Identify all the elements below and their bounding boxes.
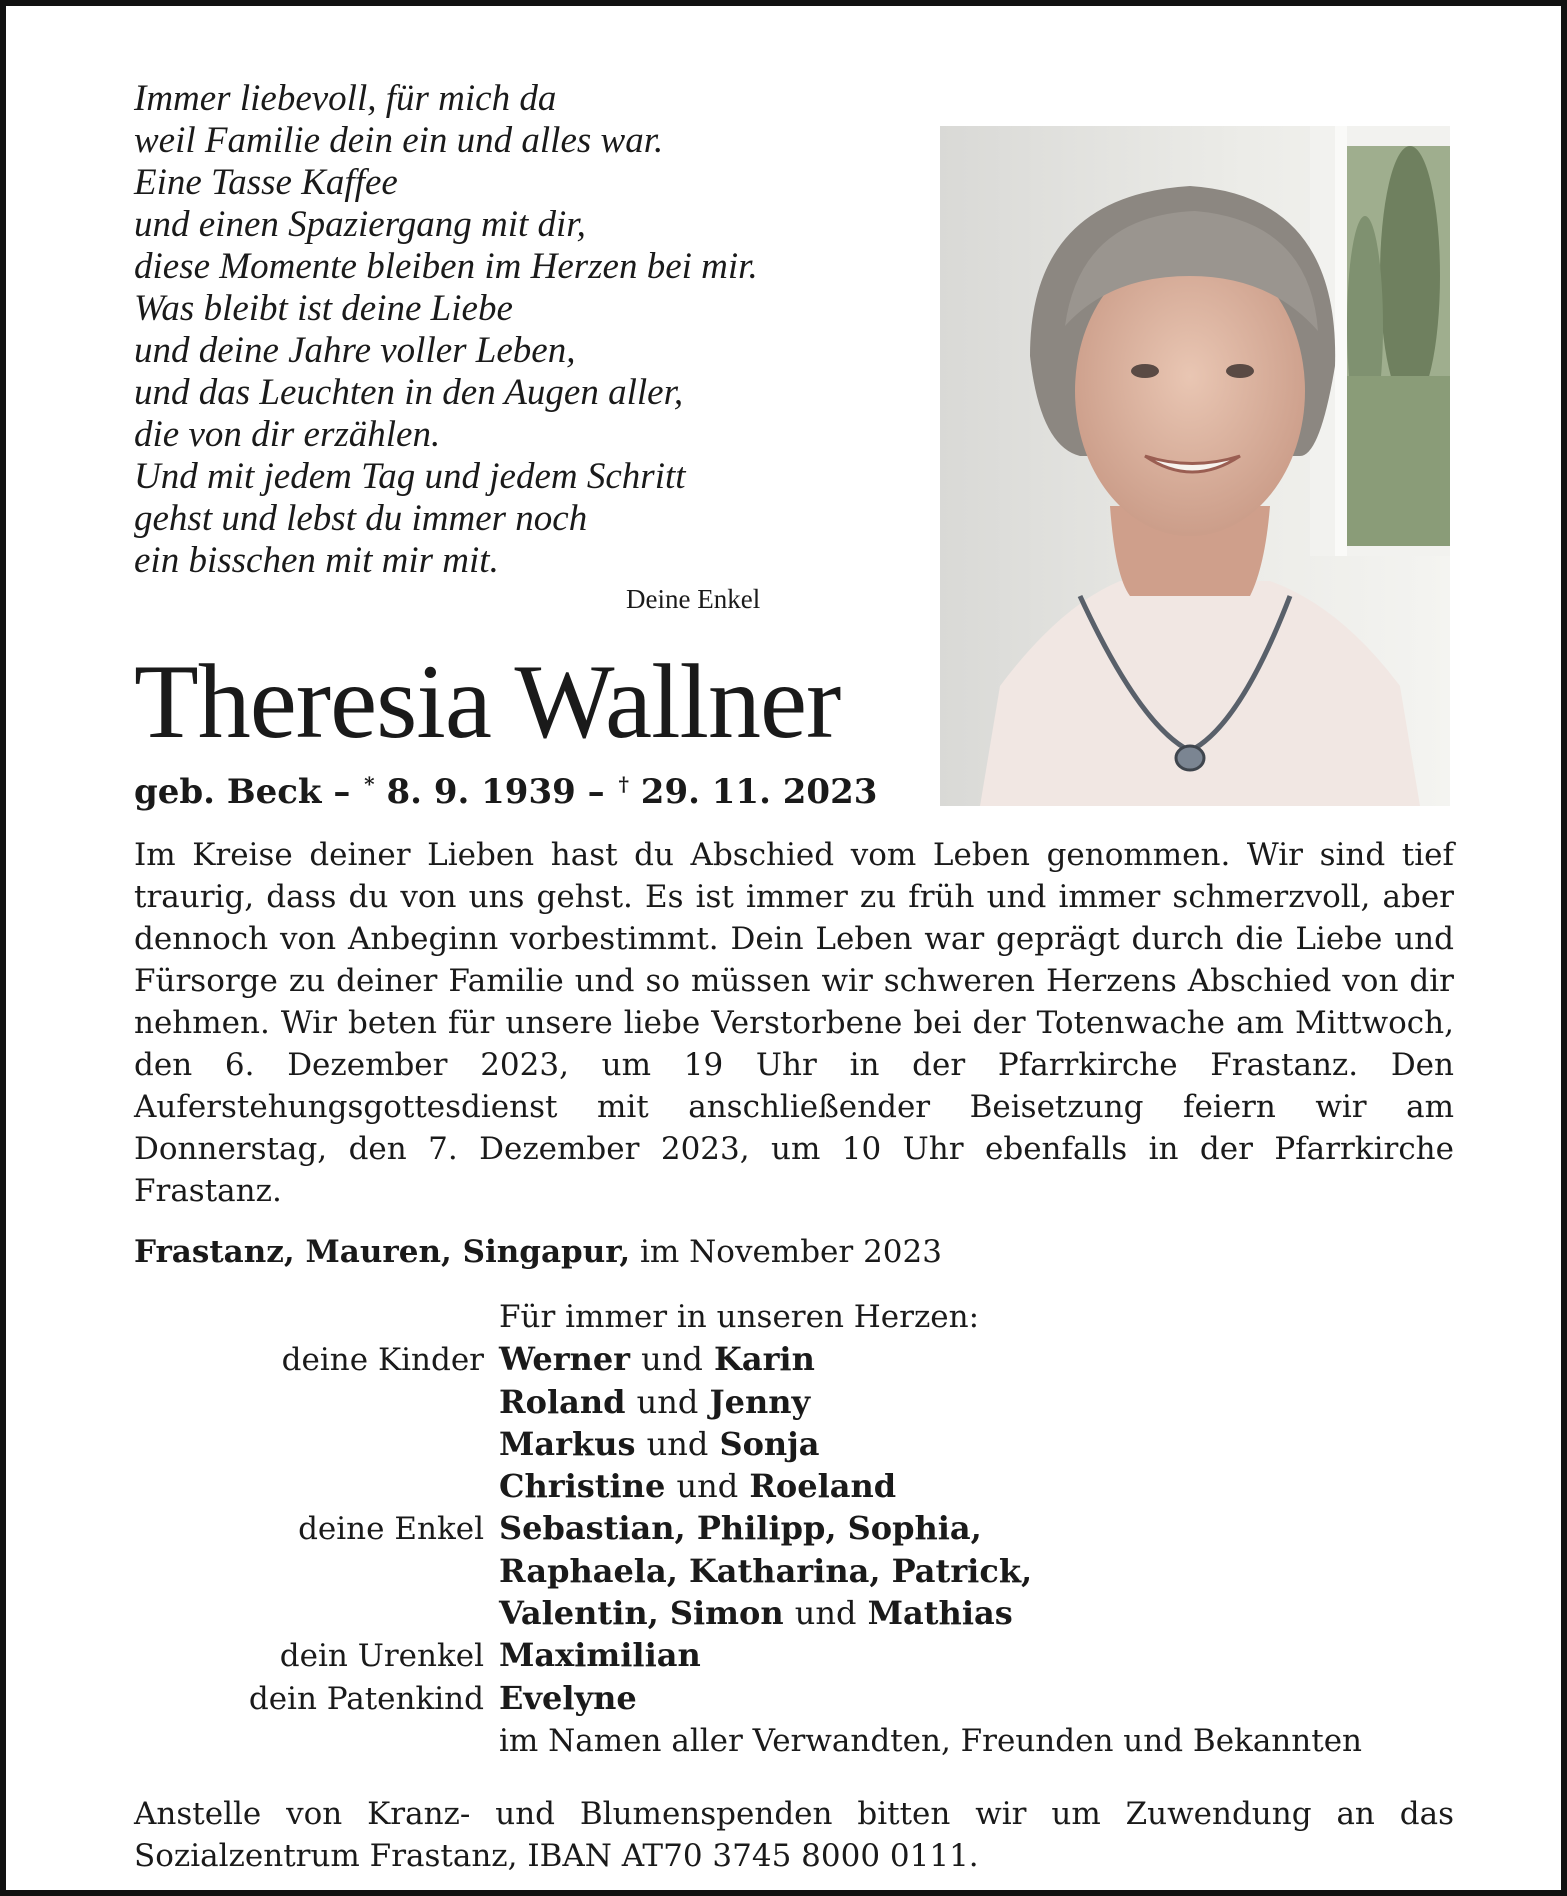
mourner-row xyxy=(134,1550,1454,1592)
mourner-names: Evelyne xyxy=(499,1679,637,1717)
mourners-footer: im Namen aller Verwandten, Freunden und Bekannten xyxy=(499,1723,1363,1759)
poem-line: und deine Jahre voller Leben, xyxy=(134,330,576,371)
relation-label: deine Enkel xyxy=(298,1511,484,1547)
death-date: 29. 11. 2023 xyxy=(640,772,878,812)
death-mark: † xyxy=(618,772,629,796)
poem-line: gehst und lebst du immer noch xyxy=(134,498,588,539)
poem-signature: Deine Enkel xyxy=(626,584,761,614)
poem-line: diese Momente bleiben im Herzen bei mir. xyxy=(134,246,758,287)
poem-line: die von dir erzählen. xyxy=(134,414,441,455)
mourner-names: Raphaela, Katharina, Patrick, xyxy=(499,1552,1033,1590)
mourner-names: Werner und Karin xyxy=(499,1340,815,1378)
deceased-name: Theresia Wallner xyxy=(134,643,841,760)
mourner-names: Christine und Roeland xyxy=(499,1467,897,1505)
life-dates: geb. Beck – * 8. 9. 1939 – † 29. 11. 2023 xyxy=(134,772,878,812)
mourner-row xyxy=(134,1381,1454,1423)
mourner-names: Roland und Jenny xyxy=(499,1383,811,1421)
mourners-list xyxy=(134,1296,1454,1762)
mourner-row xyxy=(134,1507,1454,1550)
portrait-photo xyxy=(940,126,1450,806)
poem-line: weil Familie dein ein und alles war. xyxy=(134,120,664,161)
birth-name: geb. Beck xyxy=(134,772,322,812)
date: im November 2023 xyxy=(640,1234,942,1270)
relation-label: dein Patenkind xyxy=(248,1681,484,1717)
places: Frastanz, Mauren, Singapur, xyxy=(134,1234,631,1270)
mourner-names: Maximilian xyxy=(499,1636,701,1674)
mourner-row xyxy=(134,1465,1454,1507)
mourners-heading: Für immer in unseren Herzen: xyxy=(499,1299,980,1335)
poem-line: Und mit jedem Tag und jedem Schritt xyxy=(134,456,686,497)
relation-label: dein Urenkel xyxy=(279,1638,484,1674)
birth-date: 8. 9. 1939 xyxy=(386,772,576,812)
mourner-row xyxy=(134,1677,1454,1720)
poem-line: Immer liebevoll, für mich da xyxy=(134,78,557,119)
poem xyxy=(134,78,834,582)
place-date-line xyxy=(134,1231,1454,1273)
mourner-names: Markus und Sonja xyxy=(499,1425,820,1463)
birth-mark: * xyxy=(364,772,375,796)
poem-line: und einen Spaziergang mit dir, xyxy=(134,204,586,245)
mourner-row xyxy=(134,1423,1454,1465)
relation-label: deine Kinder xyxy=(281,1342,484,1378)
poem-line: Eine Tasse Kaffee xyxy=(134,162,398,203)
obituary-text: Im Kreise deiner Lieben hast du Abschied vom Leben genommen. Wir sind tief traurig, dass du von uns gehst. Es ist immer zu früh und immer schmerzvoll, aber dennoch von Anbeginn vorbestimmt. Dein Leben war geprägt durch die Liebe und Fürsorge zu deiner Familie und so müssen wir schweren Herzens Abschied von dir nehmen. Wir beten für unsere liebe Verstorbene bei der Totenwache am Mittwoch, den 6. Dezember 2023, um 19 Uhr in der Pfarrkirche Frastanz. Den Auferstehungsgottesdienst mit anschließender Beisetzung feiern wir am Donnerstag, den 7. Dezember 2023, um 10 Uhr ebenfalls in der Pfarrkirche Frastanz. xyxy=(134,837,1454,1209)
poem-line: und das Leuchten in den Augen aller, xyxy=(134,372,684,413)
poem-line: ein bisschen mit mir mit. xyxy=(134,540,499,581)
mourner-names: Valentin, Simon und Mathias xyxy=(499,1594,1013,1632)
mourner-names: Sebastian, Philipp, Sophia, xyxy=(499,1509,982,1547)
mourner-row xyxy=(134,1592,1454,1634)
poem-line: Was bleibt ist deine Liebe xyxy=(134,288,513,329)
mourner-row xyxy=(134,1338,1454,1381)
mourner-row xyxy=(134,1634,1454,1677)
donation-note: Anstelle von Kranz- und Blumenspenden bitten wir um Zuwendung an das Sozialzentrum Frastanz, IBAN AT70 3745 8000 0111. xyxy=(134,1796,1454,1874)
